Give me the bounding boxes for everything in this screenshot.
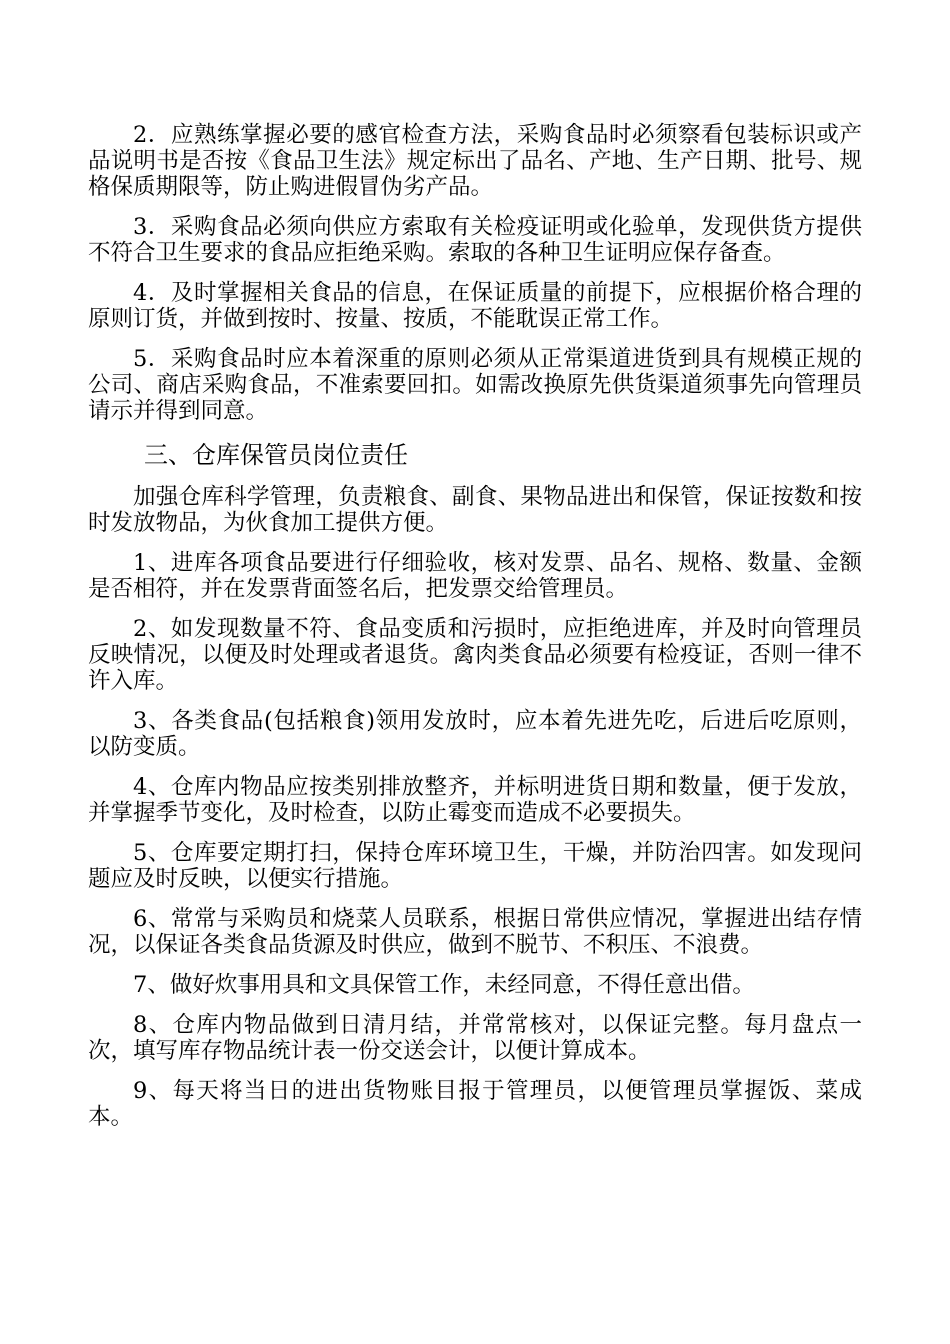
warehouse-intro: 加强仓库科学管理，负责粮食、副食、果物品进出和保管，保证按数和按时发放物品，为伙食加工提供方便。 [88,484,862,536]
document-page [88,122,862,1144]
purchasing-item-3: 3．采购食品必须向供应方索取有关检疫证明或化验单，发现供货方提供不符合卫生要求的食品应拒绝采购。索取的各种卫生证明应保存备查。 [88,214,862,266]
purchasing-item-5: 5．采购食品时应本着深重的原则必须从正常渠道进货到具有规模正规的公司、商店采购食品，不准索要回扣。如需改换原先供货渠道须事先向管理员请示并得到同意。 [88,346,862,424]
warehouse-item-4: 4、仓库内物品应按类别排放整齐，并标明进货日期和数量，便于发放，并掌握季节变化，及时检查，以防止霉变而造成不必要损失。 [88,774,862,826]
warehouse-item-7: 7、做好炊事用具和文具保管工作，未经同意，不得任意出借。 [133,972,755,998]
warehouse-item-3: 3、各类食品(包括粮食)领用发放时，应本着先进先吃，后进后吃原则，以防变质。 [88,708,862,760]
warehouse-item-8: 8、仓库内物品做到日清月结，并常常核对，以保证完整。每月盘点一次，填写库存物品统计表一份交送会计，以便计算成本。 [88,1012,862,1064]
warehouse-item-9: 9、每天将当日的进出货物账目报于管理员，以便管理员掌握饭、菜成本。 [88,1078,862,1130]
warehouse-item-5: 5、仓库要定期打扫，保持仓库环境卫生，干燥，并防治四害。如发现问题应及时反映，以便实行措施。 [88,840,862,892]
purchasing-item-4: 4．及时掌握相关食品的信息，在保证质量的前提下，应根据价格合理的原则订货，并做到按时、按量、按质，不能耽误正常工作。 [88,280,862,332]
warehouse-item-1: 1、进库各项食品要进行仔细验收，核对发票、品名、规格、数量、金额是否相符，并在发票背面签名后，把发票交给管理员。 [88,550,862,602]
purchasing-item-2: 2．应熟练掌握必要的感官检查方法，采购食品时必须察看包装标识或产品说明书是否按《食品卫生法》规定标出了品名、产地、生产日期、批号、规格保质期限等，防止购进假冒伪劣产品。 [88,122,862,200]
section-heading-warehouse-keeper: 三、仓库保管员岗位责任 [144,441,408,469]
warehouse-item-2: 2、如发现数量不符、食品变质和污损时，应拒绝进库，并及时向管理员反映情况，以便及时处理或者退货。禽肉类食品必须要有检疫证，否则一律不许入库。 [88,616,862,694]
warehouse-item-6: 6、常常与采购员和烧菜人员联系，根据日常供应情况，掌握进出结存情况，以保证各类食品货源及时供应，做到不脱节、不积压、不浪费。 [88,906,862,958]
